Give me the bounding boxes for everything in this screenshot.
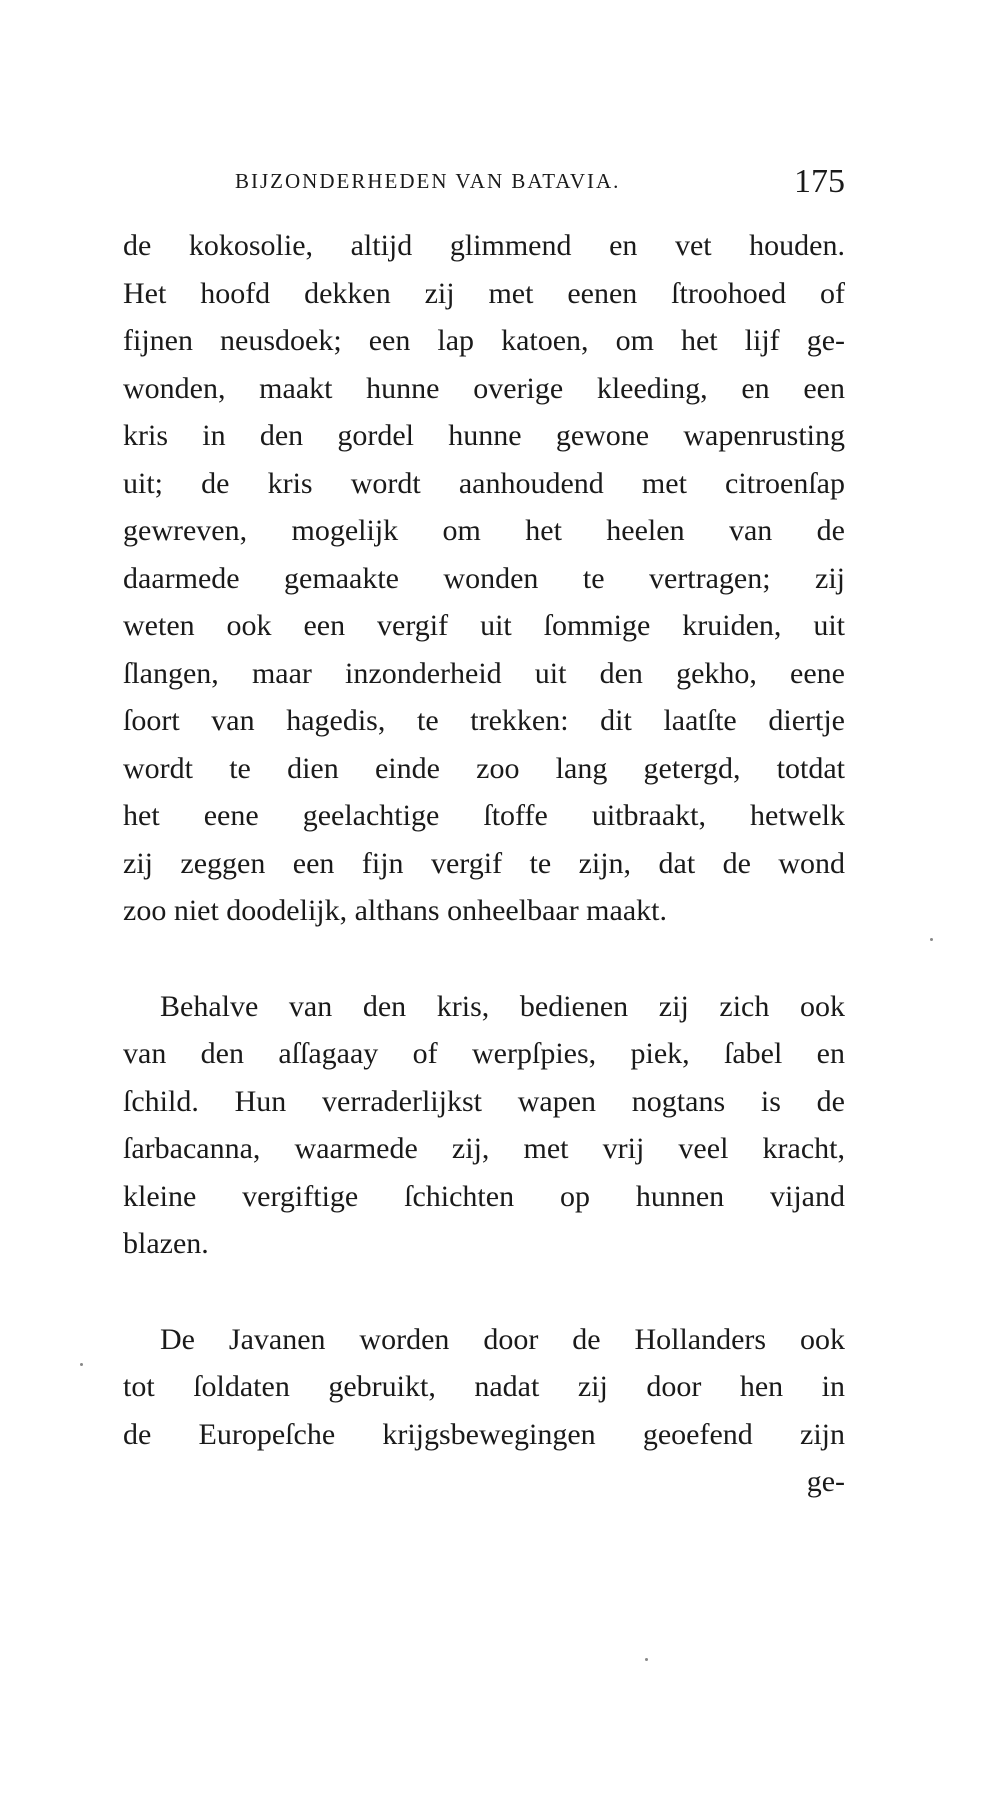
print-speck [930, 938, 933, 941]
print-speck [80, 1363, 83, 1366]
text-line: ſarbacanna, waarmede zij, met vrij veel kracht, [123, 1132, 845, 1165]
text-line: Het hoofd dekken zij met eenen ſtroohoed of [123, 276, 845, 310]
paragraph-2 [123, 983, 845, 1268]
text-line: kleine vergiftige ſchichten op hunnen vijand [123, 1179, 845, 1213]
catchword: ge- [806, 1465, 845, 1498]
text-line: weten ook een vergif uit ſommige kruiden, uit [123, 609, 845, 642]
paragraph-3 [123, 1316, 845, 1459]
text-line: ſoort van hagedis, te trekken: dit laatſte diertje [123, 704, 845, 737]
paragraph-gap [123, 935, 845, 983]
text-line: blazen. [123, 1227, 209, 1260]
text-line: zoo niet doodelijk, althans onheelbaar maakt. [123, 894, 667, 927]
text-line: ſchild. Hun verraderlijkst wapen nogtans is de [123, 1084, 845, 1118]
text-line: gewreven, mogelijk om het heelen van de [123, 514, 845, 547]
running-head [123, 163, 845, 203]
text-line: tot ſoldaten gebruikt, nadat zij door hen in [123, 1370, 845, 1403]
text-line: van den aſſagaay of werpſpies, piek, ſabel en [123, 1037, 845, 1070]
text-line: de Europeſche krijgsbewegingen geoefend zijn [123, 1417, 845, 1451]
paragraph-gap [123, 1268, 845, 1316]
text-line: daarmede gemaakte wonden te vertragen; zij [123, 561, 845, 595]
text-line: wonden, maakt hunne overige kleeding, en een [123, 371, 845, 405]
paragraph-1 [123, 222, 845, 935]
text-line: kris in den gordel hunne gewone wapenrusting [123, 419, 845, 452]
text-line: het eene geelachtige ſtoffe uitbraakt, hetwelk [123, 799, 845, 832]
print-speck [645, 1658, 648, 1661]
text-line: ſlangen, maar inzonderheid uit den gekho, eene [123, 656, 845, 690]
running-title: BIJZONDERHEDEN VAN BATAVIA. [235, 169, 621, 193]
text-line: de kokosolie, altijd glimmend en vet houden. [123, 229, 845, 262]
page-number: 175 [794, 163, 845, 200]
text-line: zij zeggen een fijn vergif te zijn, dat de wond [123, 846, 845, 880]
text-line: fijnen neusdoek; een lap katoen, om het lijf ge- [123, 324, 845, 357]
text-line: Behalve van den kris, bedienen zij zich ook [160, 989, 845, 1023]
text-line: De Javanen worden door de Hollanders ook [160, 1322, 845, 1356]
text-line: wordt te dien einde zoo lang getergd, totdat [123, 751, 845, 785]
text-line: uit; de kris wordt aanhoudend met citroenſap [123, 466, 845, 500]
body-text [123, 222, 845, 1506]
